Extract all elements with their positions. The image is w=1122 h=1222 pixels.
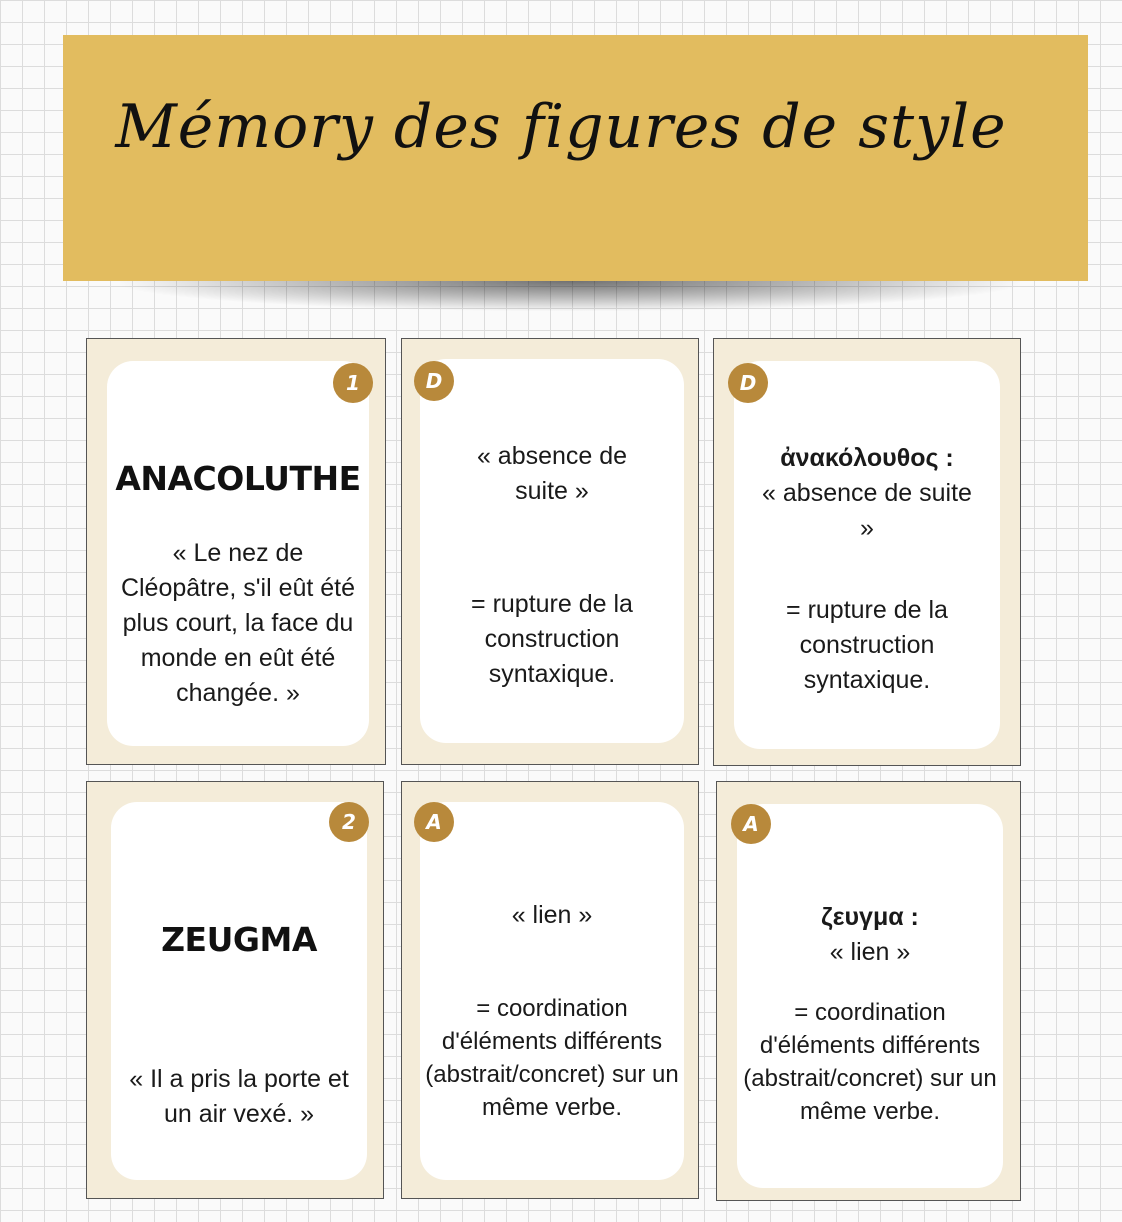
- card-zeugma-definition[interactable]: [401, 781, 699, 1199]
- card-anacoluthe-definition[interactable]: [401, 338, 699, 765]
- card-zeugma-term[interactable]: [86, 781, 384, 1199]
- figure-meaning: « absence de suite »: [762, 479, 972, 542]
- card-face: [111, 802, 367, 1180]
- figure-greek-etymology: [745, 900, 995, 970]
- figure-term: ZEUGMA: [161, 920, 317, 959]
- card-anacoluthe-term[interactable]: [86, 338, 386, 765]
- card-face: [734, 361, 1000, 749]
- card-letter-badge: A: [414, 802, 454, 842]
- figure-definition: = rupture de la construction syntaxique.: [471, 590, 633, 688]
- card-face: [737, 804, 1003, 1188]
- banner-shadow: [120, 281, 1020, 311]
- card-letter-badge: D: [414, 361, 454, 401]
- card-face: [107, 361, 369, 746]
- page-title: Mémory des figures de style: [115, 92, 1007, 162]
- figure-greek-etymology: [760, 441, 974, 546]
- figure-meaning: « absence de suite »: [476, 442, 628, 505]
- card-letter-badge: A: [731, 804, 771, 844]
- figure-definition: = rupture de la construction syntaxique.: [786, 596, 948, 694]
- card-number-badge: 1: [333, 363, 373, 403]
- figure-meaning: « lien »: [511, 901, 593, 929]
- figure-example: « Le nez de Cléopâtre, s'il eût été plus court, la face du monde en eût été changée. »: [120, 539, 356, 707]
- figure-definition: = coordination d'éléments différents (abstrait/concret) sur un même verbe.: [743, 999, 997, 1125]
- card-face: [420, 802, 684, 1180]
- figure-definition: = coordination d'éléments différents (abstrait/concret) sur un même verbe.: [425, 995, 679, 1121]
- figure-example: « Il a pris la porte et un air vexé. »: [129, 1065, 349, 1128]
- card-number-badge: 2: [329, 802, 369, 842]
- figure-term: ANACOLUTHE: [115, 459, 361, 498]
- card-face: [420, 359, 684, 743]
- card-letter-badge: D: [728, 363, 768, 403]
- greek-word: ζευγμα :: [821, 903, 919, 931]
- card-anacoluthe-etymology[interactable]: [713, 338, 1021, 766]
- greek-word: ἀνακόλουθος :: [780, 444, 954, 472]
- figure-meaning: « lien »: [829, 938, 911, 966]
- card-zeugma-etymology[interactable]: [716, 781, 1021, 1201]
